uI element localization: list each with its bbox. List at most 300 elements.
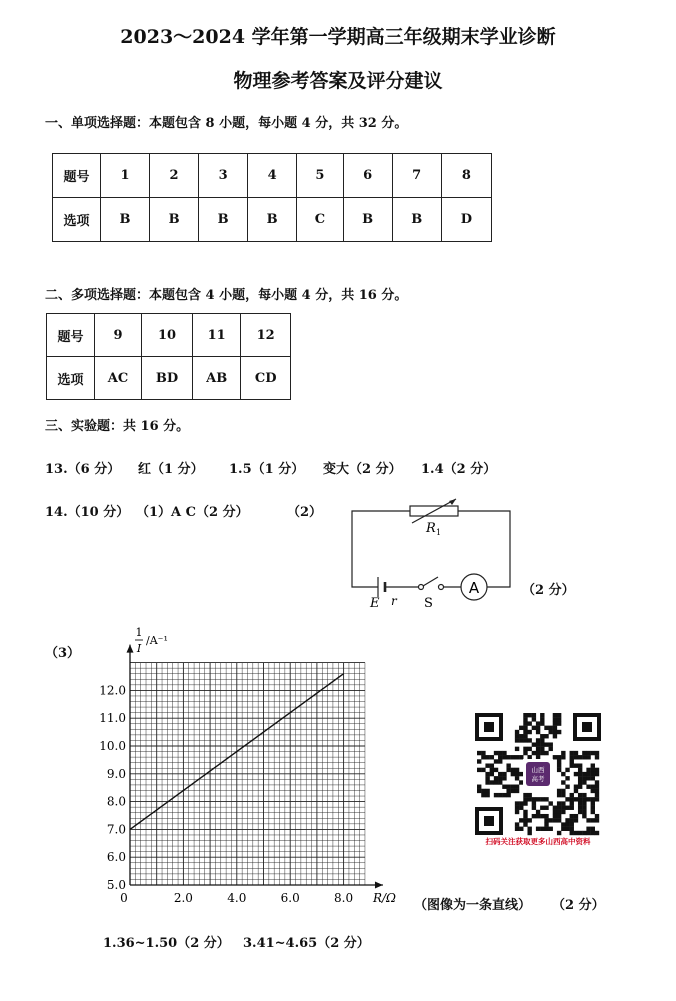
cell: 7 bbox=[392, 154, 441, 198]
qr-module bbox=[498, 772, 502, 776]
cell: 3 bbox=[199, 154, 248, 198]
qr-module bbox=[544, 726, 548, 730]
x-tick-label: 2.0 bbox=[173, 891, 193, 905]
x-tick-label: 8.0 bbox=[334, 891, 354, 905]
qr-module bbox=[544, 742, 548, 746]
qr-module bbox=[557, 730, 561, 734]
qr-module bbox=[532, 713, 536, 717]
q13-answer-4: 1.4（2 分） bbox=[421, 462, 497, 477]
row-label: 选项 bbox=[53, 198, 101, 242]
qr-module bbox=[515, 789, 519, 793]
qr-module bbox=[557, 793, 561, 797]
qr-module bbox=[578, 776, 582, 780]
qr-module bbox=[519, 772, 523, 776]
internal-resistance-label: r bbox=[391, 594, 397, 608]
qr-module bbox=[519, 755, 523, 759]
section2-number-row bbox=[47, 314, 291, 357]
qr-module bbox=[591, 831, 595, 835]
qr-module bbox=[477, 768, 481, 772]
qr-module bbox=[586, 797, 590, 801]
qr-module bbox=[536, 827, 540, 831]
qr-module bbox=[557, 810, 561, 814]
q14-part1: （1）A C（2 分） bbox=[136, 505, 249, 520]
qr-module bbox=[570, 831, 574, 835]
qr-module bbox=[527, 793, 531, 797]
qr-module bbox=[536, 747, 540, 751]
cell: 12 bbox=[241, 314, 291, 357]
qr-module bbox=[523, 713, 527, 717]
qr-module bbox=[553, 726, 557, 730]
qr-module bbox=[502, 772, 506, 776]
x-tick-label: 6.0 bbox=[280, 891, 300, 905]
qr-module bbox=[570, 801, 574, 805]
qr-module bbox=[515, 827, 519, 831]
qr-module bbox=[574, 814, 578, 818]
q13-answer-2: 1.5（1 分） bbox=[229, 462, 305, 477]
qr-module bbox=[591, 797, 595, 801]
cell: 1 bbox=[101, 154, 150, 198]
qr-module bbox=[561, 822, 565, 826]
qr-module bbox=[582, 801, 586, 805]
qr-module bbox=[565, 822, 569, 826]
qr-module bbox=[523, 751, 527, 755]
qr-module bbox=[557, 763, 561, 767]
rheostat-arrowhead bbox=[449, 499, 456, 505]
qr-module bbox=[532, 797, 536, 801]
qr-module bbox=[582, 814, 586, 818]
qr-module bbox=[557, 814, 561, 818]
qr-module bbox=[532, 806, 536, 810]
qr-module bbox=[570, 818, 574, 822]
q13-label: 13.（6 分） bbox=[45, 462, 121, 477]
qr-module bbox=[527, 831, 531, 835]
qr-module bbox=[519, 780, 523, 784]
switch-label: S bbox=[424, 596, 433, 611]
qr-module bbox=[519, 738, 523, 742]
section2-table bbox=[46, 313, 291, 400]
y-tick-label: 10.0 bbox=[99, 739, 126, 753]
switch-contact-right bbox=[439, 585, 444, 590]
qr-module bbox=[485, 780, 489, 784]
qr-module bbox=[578, 763, 582, 767]
qr-module bbox=[578, 793, 582, 797]
y-tick-label: 11.0 bbox=[99, 711, 126, 726]
qr-module bbox=[536, 742, 540, 746]
qr-module bbox=[498, 755, 502, 759]
section1-number-row bbox=[53, 154, 492, 198]
y-axis-label-numerator: 1 bbox=[135, 626, 143, 639]
qr-module bbox=[570, 751, 574, 755]
qr-module bbox=[536, 755, 540, 759]
document-subtitle: 物理参考答案及评分建议 bbox=[233, 70, 443, 92]
qr-module bbox=[536, 738, 540, 742]
y-axis-arrow bbox=[127, 645, 134, 653]
section1-answer-row bbox=[53, 198, 492, 242]
graph-1-over-i-vs-r bbox=[95, 622, 405, 912]
qr-module bbox=[557, 759, 561, 763]
qr-code[interactable] bbox=[474, 712, 602, 836]
qr-module bbox=[477, 785, 481, 789]
qr-module bbox=[595, 772, 599, 776]
cell: 2 bbox=[150, 154, 199, 198]
qr-module bbox=[553, 721, 557, 725]
y-tick-label: 7.0 bbox=[106, 822, 126, 837]
qr-module bbox=[515, 772, 519, 776]
row-label: 题号 bbox=[47, 314, 95, 357]
ammeter-label: A bbox=[468, 579, 480, 597]
qr-module bbox=[565, 827, 569, 831]
qr-module bbox=[582, 755, 586, 759]
y-tick-label: 12.0 bbox=[99, 683, 126, 698]
qr-module bbox=[527, 797, 531, 801]
qr-module bbox=[544, 814, 548, 818]
qr-module bbox=[570, 814, 574, 818]
qr-module bbox=[515, 806, 519, 810]
cell: B bbox=[343, 198, 392, 242]
qr-module bbox=[527, 713, 531, 717]
qr-module bbox=[515, 768, 519, 772]
qr-module bbox=[574, 772, 578, 776]
qr-module bbox=[523, 730, 527, 734]
qr-module bbox=[582, 793, 586, 797]
section1-heading: 一、单项选择题：本题包含 8 小题，每小题 4 分，共 32 分。 bbox=[45, 116, 408, 131]
qr-module bbox=[549, 818, 553, 822]
circuit-score: （2 分） bbox=[522, 583, 575, 598]
qr-module bbox=[557, 755, 561, 759]
qr-module bbox=[519, 806, 523, 810]
qr-module bbox=[591, 810, 595, 814]
qr-module bbox=[578, 772, 582, 776]
qr-module bbox=[481, 755, 485, 759]
qr-module bbox=[582, 780, 586, 784]
qr-module bbox=[502, 776, 506, 780]
qr-module bbox=[574, 785, 578, 789]
qr-module bbox=[557, 801, 561, 805]
qr-module bbox=[536, 797, 540, 801]
qr-module bbox=[506, 755, 510, 759]
qr-module bbox=[515, 747, 519, 751]
qr-module bbox=[582, 831, 586, 835]
qr-module bbox=[485, 763, 489, 767]
qr-module bbox=[523, 814, 527, 818]
qr-module bbox=[540, 738, 544, 742]
qr-module bbox=[527, 721, 531, 725]
qr-module bbox=[578, 810, 582, 814]
y-tick-label: 9.0 bbox=[106, 766, 126, 781]
qr-module bbox=[498, 780, 502, 784]
qr-module bbox=[591, 827, 595, 831]
qr-module bbox=[490, 763, 494, 767]
qr-module bbox=[553, 755, 557, 759]
x-tick-label: 0 bbox=[120, 891, 128, 905]
qr-module bbox=[532, 751, 536, 755]
qr-module bbox=[532, 717, 536, 721]
qr-module bbox=[591, 763, 595, 767]
qr-module bbox=[553, 730, 557, 734]
qr-center-text-2: 高考 bbox=[531, 775, 545, 783]
resistor-subscript: 1 bbox=[436, 528, 442, 537]
qr-module bbox=[544, 797, 548, 801]
qr-module bbox=[557, 768, 561, 772]
qr-module bbox=[477, 759, 481, 763]
qr-module bbox=[515, 776, 519, 780]
q14-answer-1: 1.36~1.50（2 分） bbox=[103, 936, 230, 951]
graph-note: （图像为一条直线） bbox=[414, 898, 532, 913]
qr-module bbox=[519, 734, 523, 738]
section1-table bbox=[52, 153, 492, 242]
qr-module bbox=[557, 818, 561, 822]
qr-module bbox=[561, 827, 565, 831]
qr-module bbox=[570, 763, 574, 767]
qr-module bbox=[578, 755, 582, 759]
qr-module bbox=[511, 772, 515, 776]
qr-module bbox=[578, 831, 582, 835]
qr-module bbox=[506, 768, 510, 772]
qr-module bbox=[561, 789, 565, 793]
qr-module bbox=[586, 818, 590, 822]
qr-module bbox=[553, 818, 557, 822]
x-axis-label: R/Ω bbox=[372, 891, 396, 905]
qr-module bbox=[561, 793, 565, 797]
qr-module bbox=[561, 751, 565, 755]
qr-module bbox=[591, 776, 595, 780]
qr-module bbox=[540, 827, 544, 831]
qr-module bbox=[591, 806, 595, 810]
qr-module bbox=[595, 818, 599, 822]
qr-module bbox=[498, 759, 502, 763]
qr-module bbox=[591, 789, 595, 793]
qr-module bbox=[557, 831, 561, 835]
qr-module bbox=[527, 738, 531, 742]
cell: B bbox=[199, 198, 248, 242]
qr-module bbox=[481, 768, 485, 772]
qr-module bbox=[570, 797, 574, 801]
qr-module bbox=[570, 822, 574, 826]
section3-heading: 三、实验题：共 16 分。 bbox=[45, 419, 190, 434]
qr-module bbox=[485, 776, 489, 780]
qr-module bbox=[494, 759, 498, 763]
qr-module bbox=[523, 801, 527, 805]
qr-module bbox=[582, 806, 586, 810]
qr-module bbox=[536, 810, 540, 814]
qr-module bbox=[595, 780, 599, 784]
qr-module bbox=[586, 772, 590, 776]
qr-module bbox=[557, 713, 561, 717]
qr-module bbox=[494, 768, 498, 772]
qr-module bbox=[523, 738, 527, 742]
qr-module bbox=[561, 810, 565, 814]
qr-module bbox=[595, 797, 599, 801]
row-label: 选项 bbox=[47, 357, 95, 400]
qr-module bbox=[578, 768, 582, 772]
qr-module bbox=[527, 827, 531, 831]
qr-module bbox=[553, 734, 557, 738]
qr-module bbox=[481, 793, 485, 797]
qr-module bbox=[582, 797, 586, 801]
qr-module bbox=[515, 822, 519, 826]
qr-module bbox=[511, 755, 515, 759]
qr-module bbox=[490, 772, 494, 776]
qr-module bbox=[570, 759, 574, 763]
qr-module bbox=[515, 801, 519, 805]
qr-module bbox=[574, 818, 578, 822]
qr-module bbox=[523, 810, 527, 814]
qr-module bbox=[557, 721, 561, 725]
cell: B bbox=[101, 198, 150, 242]
qr-module bbox=[515, 730, 519, 734]
qr-module bbox=[557, 789, 561, 793]
section2-heading: 二、多项选择题：本题包含 4 小题，每小题 4 分，共 16 分。 bbox=[45, 288, 408, 303]
qr-module bbox=[595, 751, 599, 755]
qr-module bbox=[523, 717, 527, 721]
qr-module bbox=[549, 801, 553, 805]
qr-module bbox=[591, 751, 595, 755]
qr-module bbox=[494, 793, 498, 797]
qr-module bbox=[540, 747, 544, 751]
qr-module bbox=[527, 818, 531, 822]
cell: AC bbox=[95, 357, 142, 400]
qr-module bbox=[485, 793, 489, 797]
qr-module bbox=[565, 785, 569, 789]
cell: AB bbox=[192, 357, 240, 400]
qr-module bbox=[532, 742, 536, 746]
qr-module bbox=[490, 780, 494, 784]
circuit-wire-left bbox=[352, 511, 410, 587]
qr-module bbox=[565, 776, 569, 780]
qr-module bbox=[591, 772, 595, 776]
qr-module bbox=[515, 734, 519, 738]
cell: D bbox=[441, 198, 491, 242]
qr-module bbox=[536, 721, 540, 725]
qr-module bbox=[536, 730, 540, 734]
qr-module bbox=[481, 789, 485, 793]
qr-module bbox=[523, 818, 527, 822]
cell: 8 bbox=[441, 154, 491, 198]
emf-label: E bbox=[370, 596, 380, 611]
cell: B bbox=[392, 198, 441, 242]
cell: 11 bbox=[192, 314, 240, 357]
qr-module bbox=[527, 755, 531, 759]
qr-module bbox=[540, 797, 544, 801]
qr-module bbox=[586, 831, 590, 835]
qr-module bbox=[578, 797, 582, 801]
qr-module bbox=[553, 806, 557, 810]
qr-module bbox=[523, 721, 527, 725]
qr-module bbox=[586, 751, 590, 755]
qr-module bbox=[532, 801, 536, 805]
qr-module bbox=[595, 793, 599, 797]
qr-module bbox=[515, 810, 519, 814]
qr-module bbox=[477, 751, 481, 755]
qr-module bbox=[506, 789, 510, 793]
qr-module bbox=[477, 789, 481, 793]
qr-module bbox=[565, 797, 569, 801]
qr-module bbox=[553, 814, 557, 818]
qr-module bbox=[544, 751, 548, 755]
qr-module bbox=[523, 797, 527, 801]
qr-module bbox=[544, 818, 548, 822]
qr-module bbox=[591, 785, 595, 789]
y-axis-label-unit: /A⁻¹ bbox=[146, 634, 168, 647]
qr-module bbox=[490, 755, 494, 759]
cell: CD bbox=[241, 357, 291, 400]
qr-module bbox=[586, 776, 590, 780]
qr-module bbox=[481, 751, 485, 755]
qr-module bbox=[595, 785, 599, 789]
y-tick-label: 8.0 bbox=[106, 794, 126, 809]
qr-module bbox=[574, 751, 578, 755]
graph-axes bbox=[127, 645, 383, 889]
qr-module bbox=[557, 717, 561, 721]
document-title: 2023～2024 学年第一学期高三年级期末学业诊断 bbox=[120, 26, 556, 48]
qr-module bbox=[540, 734, 544, 738]
qr-module bbox=[536, 814, 540, 818]
qr-center-text-1: 山西 bbox=[531, 766, 545, 774]
cell: 6 bbox=[343, 154, 392, 198]
cell: B bbox=[150, 198, 199, 242]
qr-module bbox=[586, 755, 590, 759]
qr-module bbox=[511, 785, 515, 789]
qr-module bbox=[591, 818, 595, 822]
qr-module bbox=[506, 793, 510, 797]
qr-module bbox=[502, 793, 506, 797]
qr-module bbox=[485, 789, 489, 793]
section2-answer-row bbox=[47, 357, 291, 400]
q14-part2: （2） bbox=[287, 505, 323, 520]
y-tick-label: 6.0 bbox=[106, 850, 126, 865]
cell: C bbox=[297, 198, 343, 242]
q13-answer-3: 变大（2 分） bbox=[323, 462, 402, 477]
qr-module bbox=[494, 751, 498, 755]
qr-module bbox=[574, 755, 578, 759]
qr-module bbox=[553, 717, 557, 721]
qr-module bbox=[578, 780, 582, 784]
qr-module bbox=[498, 793, 502, 797]
circuit-diagram bbox=[340, 495, 530, 615]
qr-module bbox=[586, 827, 590, 831]
qr-module bbox=[595, 768, 599, 772]
qr-module bbox=[544, 822, 548, 826]
x-axis-arrow bbox=[375, 882, 383, 889]
cell: 9 bbox=[95, 314, 142, 357]
qr-module bbox=[578, 785, 582, 789]
qr-module bbox=[540, 721, 544, 725]
qr-module bbox=[549, 742, 553, 746]
qr-module bbox=[540, 717, 544, 721]
qr-module bbox=[519, 827, 523, 831]
qr-module bbox=[511, 768, 515, 772]
qr-module bbox=[561, 772, 565, 776]
qr-module bbox=[582, 772, 586, 776]
qr-module bbox=[561, 755, 565, 759]
qr-module bbox=[565, 768, 569, 772]
qr-module bbox=[502, 755, 506, 759]
switch-lever bbox=[423, 577, 438, 586]
qr-module bbox=[565, 818, 569, 822]
cell: 4 bbox=[248, 154, 297, 198]
qr-module bbox=[502, 751, 506, 755]
qr-module bbox=[574, 831, 578, 835]
qr-module bbox=[523, 726, 527, 730]
qr-module bbox=[574, 797, 578, 801]
qr-module bbox=[511, 789, 515, 793]
qr-module bbox=[523, 793, 527, 797]
qr-module bbox=[570, 806, 574, 810]
rheostat-arrow bbox=[412, 499, 456, 523]
qr-module bbox=[570, 827, 574, 831]
qr-module bbox=[519, 818, 523, 822]
y-axis-label-denominator: I bbox=[136, 642, 142, 655]
